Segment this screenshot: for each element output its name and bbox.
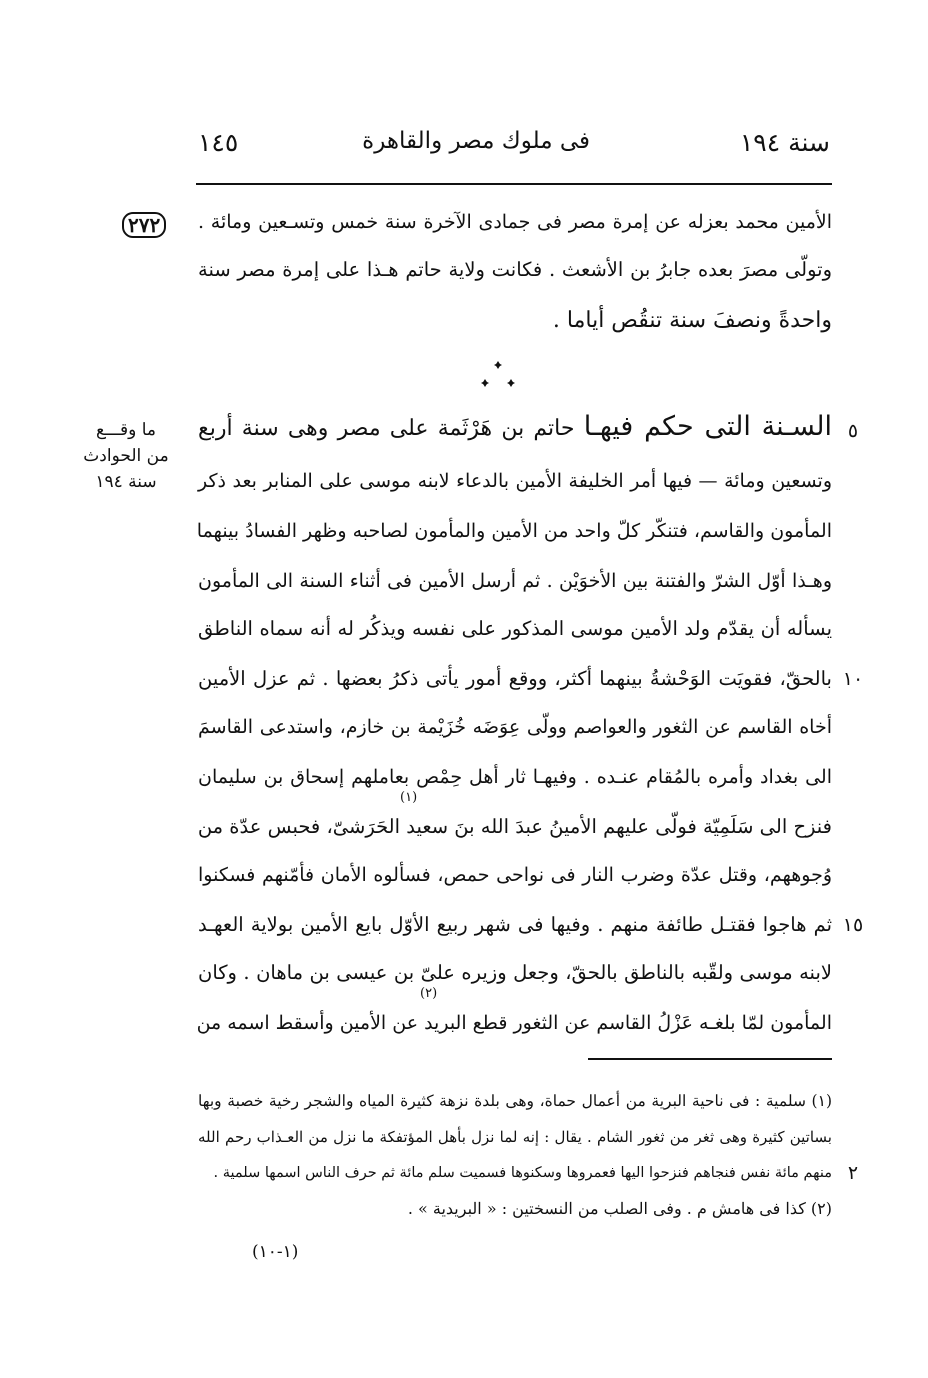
body-line: بالحقّ، فقويَت الوَحْشةُ بينهما أكثر، ووقع أمور يأتى ذكرُ بعضها . ثم عزل الأمين [198, 667, 832, 690]
section-ornament [476, 360, 520, 394]
note-marker: (٢) [420, 986, 438, 1001]
body-line: يسأله أن يقدّم ولد الأمين موسى المذكور على نفسه ويذكُر له أنه سماه الناطق [198, 617, 832, 640]
body-line: المأمون لمّا بلغـه عَزْلُ القاسم عن الثغور قطع البريد عن الأمين وأسقط اسمه من [196, 1012, 832, 1034]
body-line: المأمون والقاسم، فتنكّر كلّ واحد من الأمين والمأمون لصاحبه وظهر الفسادُ بينهما [196, 520, 832, 542]
body-line: أخاه القاسم عن الثغور والعواصم وولّى عِوَضَه خُزَيْمة بن خازم، واستدعى القاسمَ [198, 716, 832, 738]
body-line: الى بغداد وأمره بالمُقام عنـده . وفيهـا ثار أهل حِمْص بعاملهم إسحاق بن سليمان [198, 766, 832, 788]
page-number: ١٤٥ [198, 128, 239, 157]
footnote-line: بساتين كثيرة وهى ثغر من ثغور الشام . يقال : إنه لما نزل بأهل المؤتفكة ما نزل من العـذاب رحم الله [198, 1128, 832, 1146]
section-heading-line [198, 412, 832, 444]
line-number: ١٥ [842, 914, 864, 936]
line-number: ٢ [847, 1162, 859, 1184]
body-line: لابنه موسى ولقّبه بالناطق بالحقّ، وجعل وزيره علىّ بن عيسى بن ماهان . وكان [198, 961, 832, 984]
original-page-reference: ٢٧٢ [122, 212, 166, 238]
line-number: ٥ [847, 420, 859, 442]
body-line: ثم هاجوا فقتـل طائفة منهم . وفيها فى شهر ربيع الأوّل بايع الأمين بولاية العهـد [198, 913, 832, 936]
body-line: فنزح الى سَلَمِيّة فولّى عليهم الأمينُ عبدَ الله بنَ سعيد الحَرَشىّ، فحبس عدّة من [197, 815, 832, 838]
note-marker: (١) [400, 790, 418, 805]
header-year: سنة ١٩٤ [739, 128, 830, 157]
body-line: وتولّى مصرَ بعده جابرُ بن الأشعث . فكانت ولاية حاتم هـذا على إمرة مصر سنة [198, 258, 832, 281]
body-line: وُجوههم، وقتل عدّة وضرب النار فى نواحى حمص، فسألوه الأمان فأمّنهم فسكنوا [198, 864, 832, 886]
section-heading: السـنة التى حكم فيهـا [583, 411, 832, 442]
line-number: ١٠ [842, 668, 864, 690]
body-line: واحدةً ونصفَ سنة تنقُص أياما . [552, 308, 832, 333]
body-line: وتسعين ومائة — فيها أمر الخليفة الأمين بالدعاء لابنه موسى على المنابر بعد ذكر [198, 470, 832, 492]
printer-signature: (١-١٠) [252, 1242, 299, 1262]
side-note-line: من الحوادث [83, 446, 169, 466]
header-title: فى ملوك مصر والقاهرة [362, 128, 590, 154]
body-line: الأمين محمد بعزله عن إمرة مصر فى جمادى الآخرة سنة خمس وتسـعين ومائة . [198, 211, 832, 233]
footnote-rule [588, 1058, 832, 1060]
side-note-line: ما وقـــع [95, 420, 156, 440]
footnote-line: (٢) كذا فى هامش م . وفى الصلب من النسختين : « البريدية » . [407, 1199, 832, 1218]
footnote-line: (١) سلمية : فى ناحية البرية من أعمال حماة، وهى بلدة نزهة كثيرة المياه والشجر رخية خصبة وبها [198, 1092, 832, 1110]
section-heading-rest: حاتم بن هَرْثَمة على مصر وهى سنة أربع [198, 416, 575, 441]
footnote-line: منهم مائة نفس فنجاهم فنزحوا اليها فعمروها وسكنوها فسميت سلم مائة ثم حرف الناس اسمها سلمية . [213, 1165, 832, 1181]
side-note-line: سنة ١٩٤ [95, 472, 157, 492]
body-line: وهـذا أوّل الشرّ والفتنة بين الأخوَيْن . ثم أرسل الأمين فى أثناء السنة الى المأمون [198, 570, 832, 592]
header-rule [196, 183, 832, 185]
